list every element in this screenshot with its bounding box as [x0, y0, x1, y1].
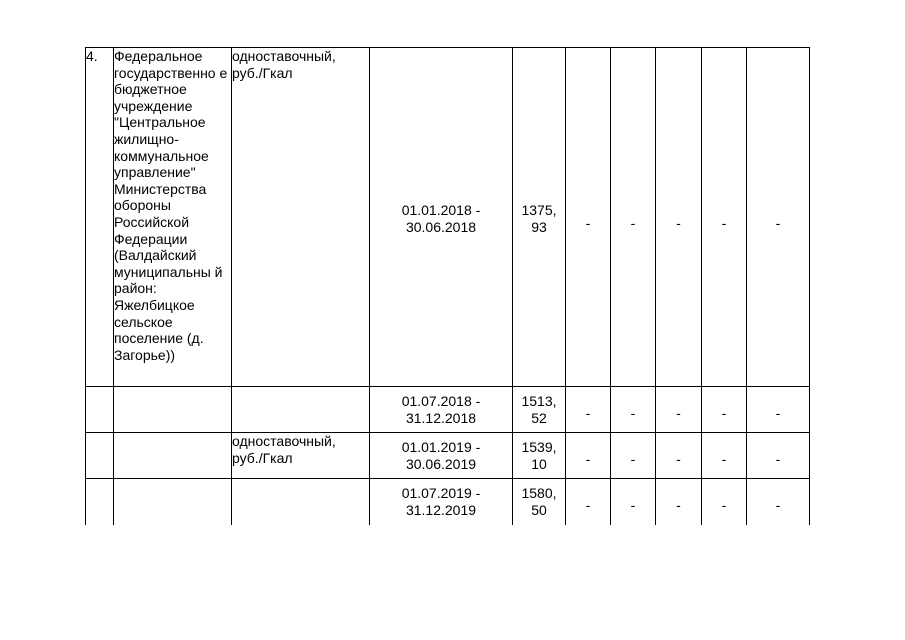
dash-value: -	[721, 214, 727, 231]
empty-value-cell	[611, 479, 656, 525]
organization-cell	[114, 479, 232, 525]
empty-value-cell	[702, 48, 747, 387]
empty-value-cell	[702, 479, 747, 525]
period-cell	[370, 433, 513, 479]
tariff-type-cell	[232, 387, 370, 433]
dash-value: -	[630, 451, 636, 468]
dash-value: -	[630, 497, 636, 514]
empty-value-cell	[656, 433, 702, 479]
tariff-value-cell	[513, 387, 566, 433]
organization-cell	[114, 48, 232, 387]
dash-value: -	[585, 497, 591, 514]
dash-value: -	[721, 405, 727, 422]
tariff-type-cell	[232, 48, 370, 387]
empty-value-cell	[747, 48, 810, 387]
table-row	[86, 433, 810, 479]
dash-value: -	[775, 405, 781, 422]
empty-value-cell	[566, 433, 611, 479]
period: 01.07.2019 - 31.12.2019	[401, 485, 481, 518]
empty-value-cell	[747, 433, 810, 479]
dash-value: -	[585, 451, 591, 468]
dash-value: -	[676, 451, 681, 468]
dash-value: -	[585, 405, 591, 422]
empty-value-cell	[611, 433, 656, 479]
dash-value: -	[676, 405, 681, 422]
row-number-cell	[86, 479, 114, 525]
empty-value-cell	[611, 48, 656, 387]
period: 01.01.2018 - 30.06.2018	[401, 202, 481, 235]
dash-value: -	[775, 214, 781, 231]
tariff-value-cell	[513, 479, 566, 525]
table-row	[86, 479, 810, 525]
empty-value-cell	[656, 48, 702, 387]
empty-value-cell	[566, 479, 611, 525]
empty-value-cell	[747, 479, 810, 525]
table-row	[86, 48, 810, 387]
dash-value: -	[630, 405, 636, 422]
empty-value-cell	[566, 48, 611, 387]
tariff-table	[85, 47, 810, 525]
tariff-value-cell	[513, 48, 566, 387]
empty-value-cell	[656, 387, 702, 433]
dash-value: -	[775, 497, 781, 514]
empty-value-cell	[566, 387, 611, 433]
tariff-type-cell	[232, 479, 370, 525]
tariff-type: одноставочный, руб./Гкал	[232, 433, 336, 466]
dash-value: -	[585, 214, 591, 231]
tariff-value: 1513, 52	[521, 392, 557, 426]
organization-cell	[114, 387, 232, 433]
dash-value: -	[721, 497, 727, 514]
dash-value: -	[676, 214, 681, 231]
organization-name: Федеральное государственно е бюджетное учреждение "Центральное жилищно-коммунальное управление" Министерства обороны Российской Федерации (Валдайский муниципальны й район: Яжелбицкое сельское поселение (д. Загорье))	[114, 48, 228, 363]
empty-value-cell	[656, 479, 702, 525]
dash-value: -	[630, 214, 636, 231]
tariff-value-cell	[513, 433, 566, 479]
empty-value-cell	[702, 433, 747, 479]
period-cell	[370, 48, 513, 387]
row-number-cell	[86, 433, 114, 479]
dash-value: -	[721, 451, 727, 468]
tariff-value: 1375, 93	[521, 202, 557, 235]
dash-value: -	[676, 497, 681, 514]
tariff-type: одноставочный, руб./Гкал	[232, 48, 336, 81]
tariff-value: 1539, 10	[521, 438, 557, 472]
empty-value-cell	[702, 387, 747, 433]
organization-cell	[114, 433, 232, 479]
empty-value-cell	[747, 387, 810, 433]
table-row	[86, 387, 810, 433]
period: 01.07.2018 - 31.12.2018	[401, 392, 481, 426]
period: 01.01.2019 - 30.06.2019	[401, 438, 481, 472]
row-number-cell	[86, 387, 114, 433]
row-number-cell	[86, 48, 114, 387]
tariff-type-cell	[232, 433, 370, 479]
empty-value-cell	[611, 387, 656, 433]
period-cell	[370, 479, 513, 525]
row-number: 4.	[86, 48, 98, 64]
period-cell	[370, 387, 513, 433]
tariff-value: 1580, 50	[521, 485, 557, 518]
dash-value: -	[775, 451, 781, 468]
